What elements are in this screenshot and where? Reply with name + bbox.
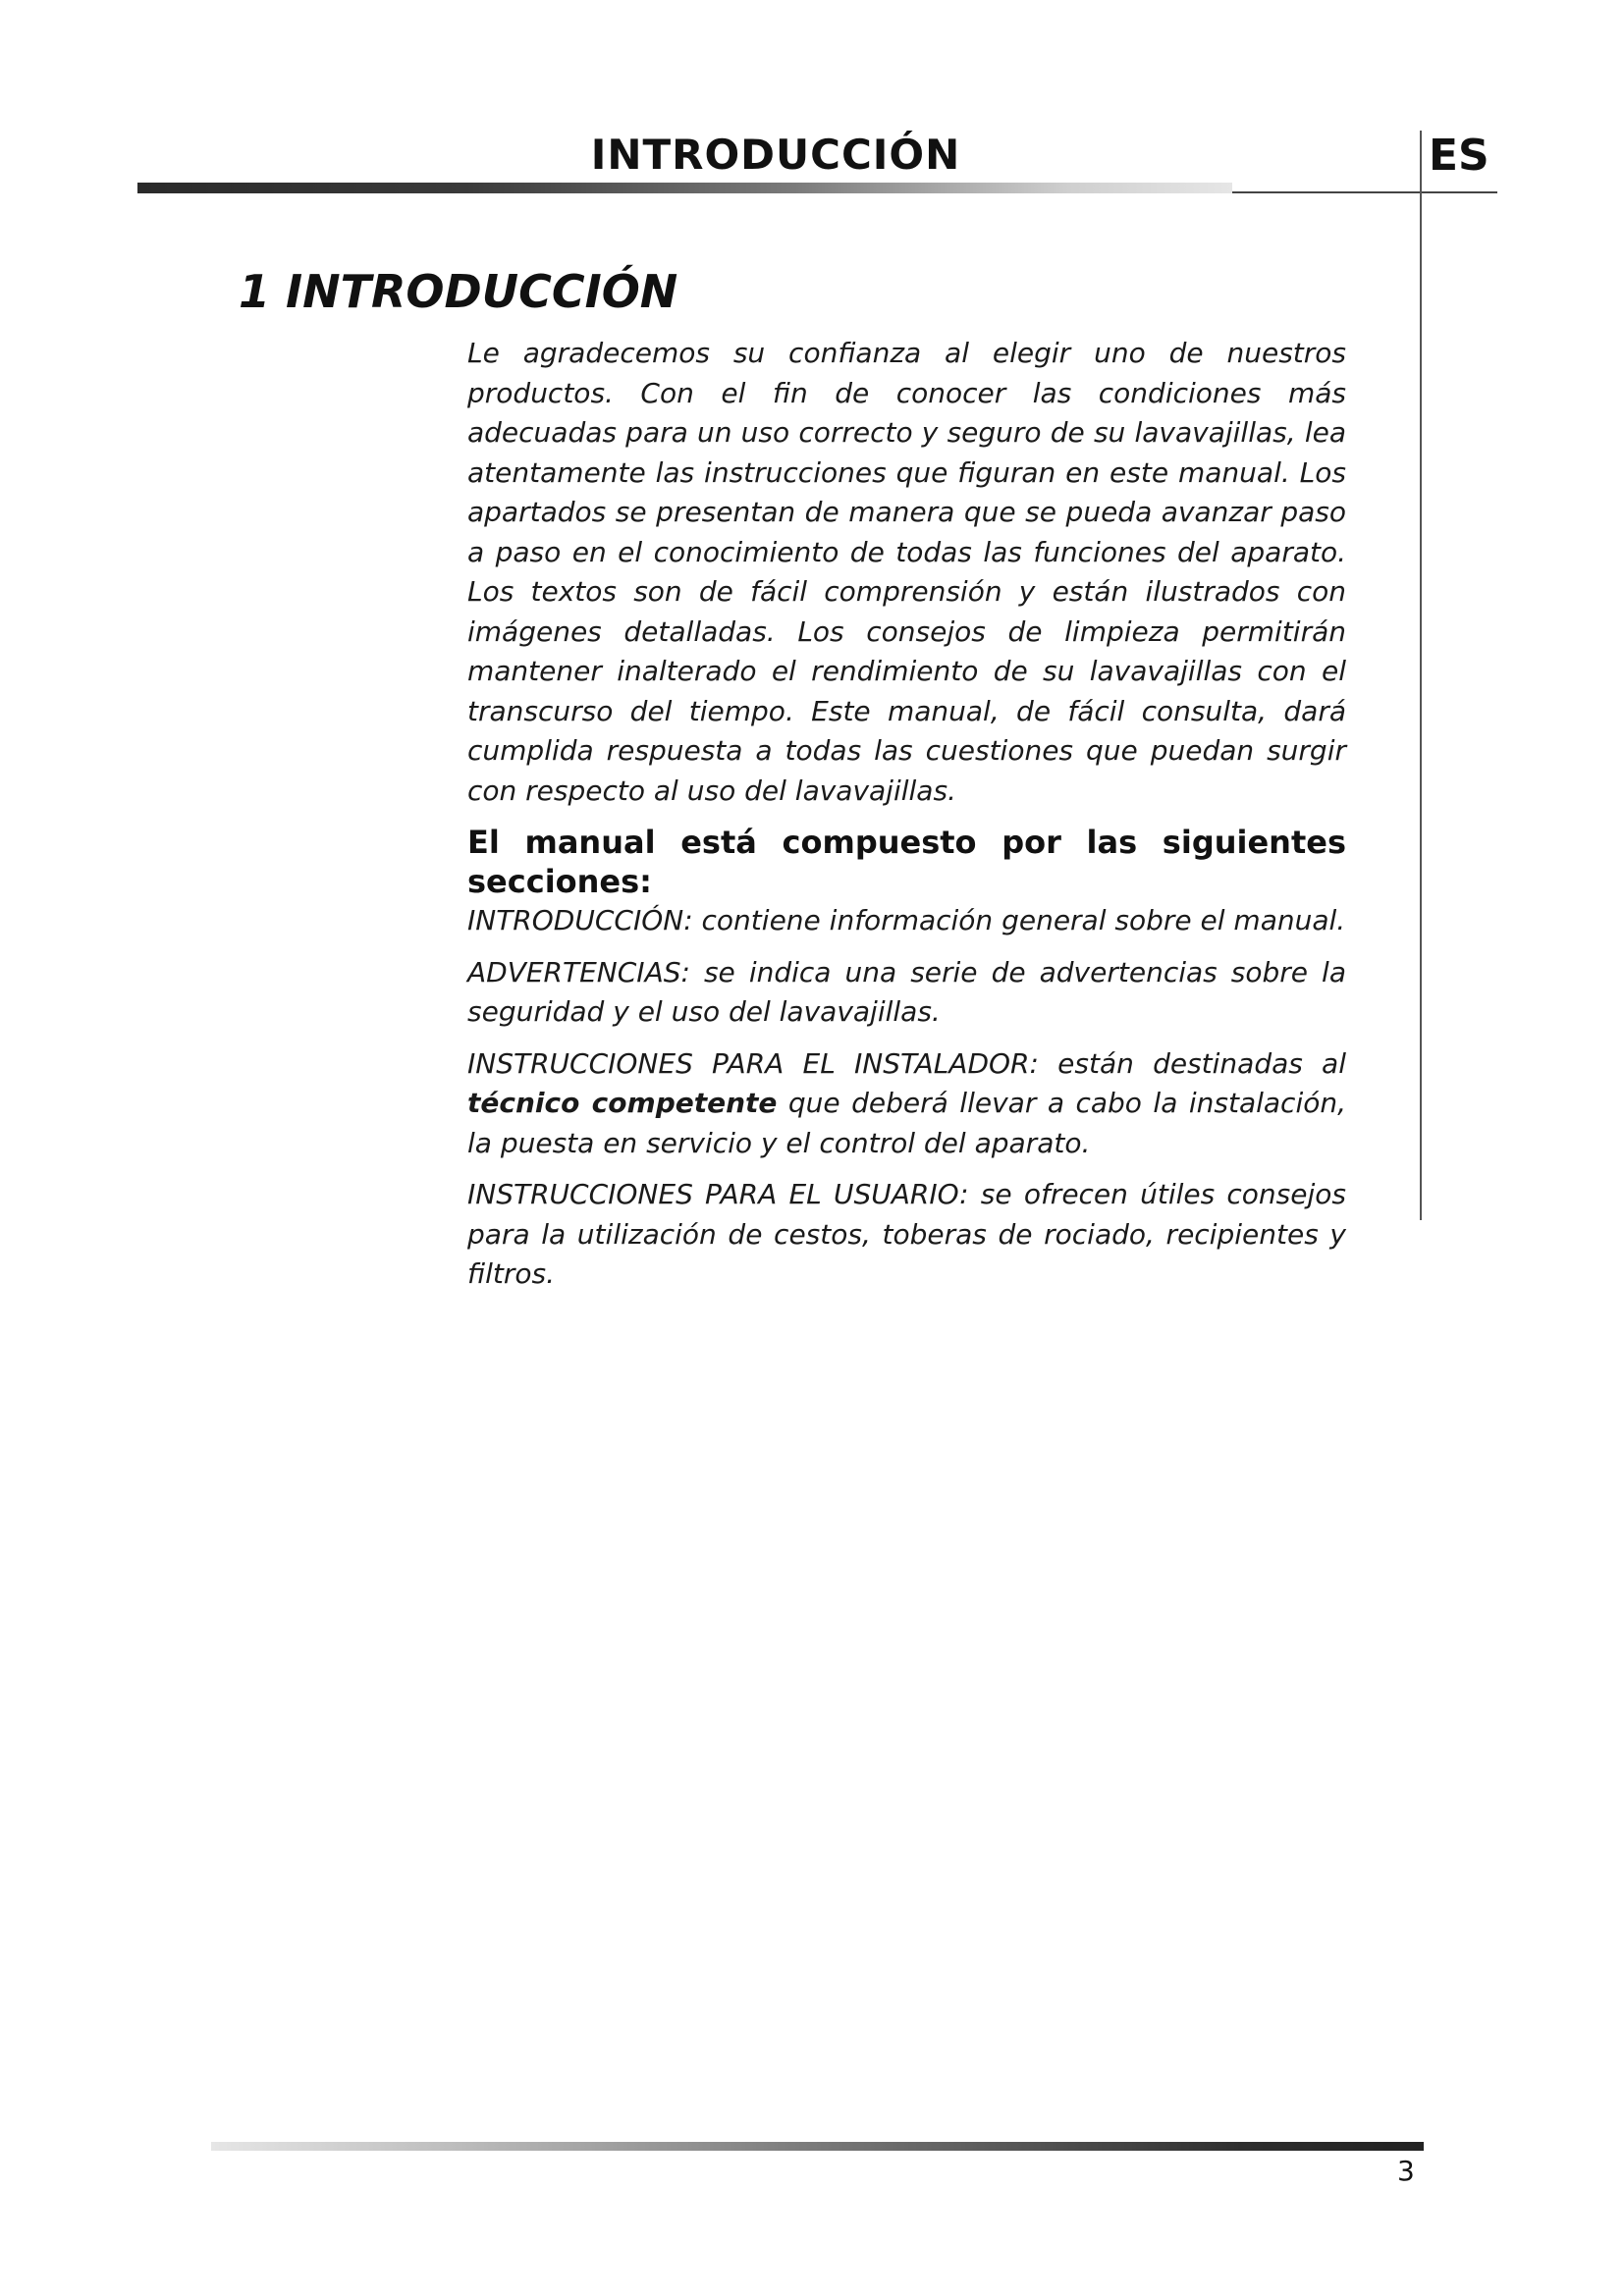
item-instalador-prefix: INSTRUCCIONES PARA EL INSTALADOR: están destinadas al [467, 1046, 1346, 1080]
header-thin-rule [1232, 191, 1497, 193]
intro-paragraph: Le agradecemos su confianza al elegir uno de nuestros productos. Con el fin de conocer las condiciones más adecuadas para un uso correcto y seguro de su lavavajillas, lea atentamente las instrucciones que figuran en este manual. Los apartados se presentan de manera que se pueda avanzar paso a paso en el conocimiento de todas las funciones del aparato. Los textos son de fácil comprensión y están ilustrados con imágenes detalladas. Los consejos de limpieza permitirán mantener inalterado el rendimiento de su lavavajillas con el transcurso del tiempo. Este manual, de fácil consulta, dará cumplida respuesta a todas las cuestiones que puedan surgir con respecto al uso del lavavajillas. [467, 337, 1346, 807]
sections-heading: El manual está compuesto por las siguientes secciones: [467, 824, 1346, 900]
item-advertencias: ADVERTENCIAS: se indica una serie de advertencias sobre la seguridad y el uso del lavavajillas. [467, 955, 1346, 1028]
body-text [467, 334, 1346, 1307]
item-introduccion: INTRODUCCIÓN: contiene información general sobre el manual. [467, 904, 1346, 936]
language-tag: ES [1429, 131, 1489, 181]
page-number: 3 [1397, 2155, 1415, 2187]
item-instalador-suffix: que deberá llevar a cabo la instalación, la puesta en servicio y el control del aparato. [467, 1087, 1346, 1159]
side-vertical-rule [1420, 131, 1422, 1220]
header-rule [137, 183, 1232, 193]
header-title: INTRODUCCIÓN [590, 131, 961, 179]
footer-rule [211, 2142, 1424, 2151]
item-instalador-bold: técnico competente [467, 1087, 778, 1119]
item-instalador [467, 1044, 1346, 1164]
item-usuario: INSTRUCCIONES PARA EL USUARIO: se ofrecen útiles consejos para la utilización de cestos, toberas de rociado, recipientes y filtros. [467, 1178, 1346, 1290]
section-heading: 1 INTRODUCCIÓN [239, 265, 678, 318]
